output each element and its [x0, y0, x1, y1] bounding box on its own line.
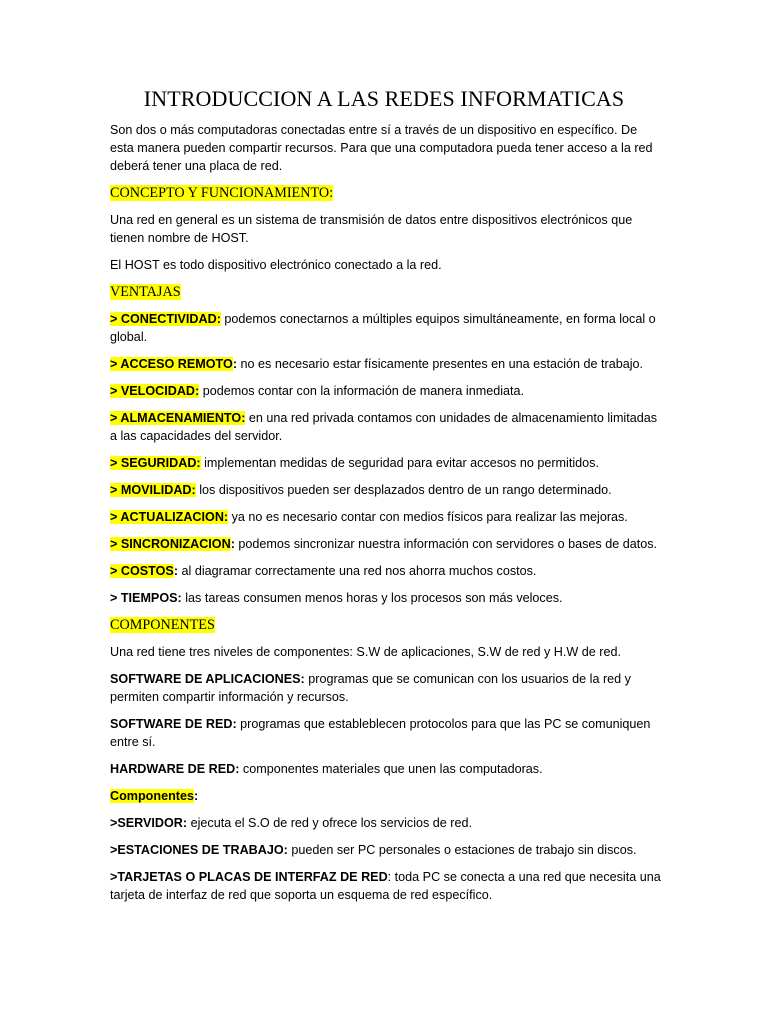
hardware-red-paragraph [110, 760, 662, 778]
servidor-label: >SERVIDOR: [110, 816, 188, 830]
estaciones-text: pueden ser PC personales o estaciones de trabajo sin discos. [287, 843, 637, 857]
ventaja-text: en una red privada contamos con unidades de almacenamiento limitadas a las capacidades del servidor. [110, 411, 658, 443]
ventaja-label: > COSTOS [110, 564, 174, 578]
ventaja-label: > ACCESO REMOTO [110, 357, 233, 371]
software-red-text: programas que estableblecen protocolos para que las PC se comuniquen entre sí. [110, 717, 651, 749]
ventaja-text: podemos conectarnos a múltiples equipos simultáneamente, en forma local o global. [110, 312, 656, 344]
tiempos-label: > TIEMPOS: [110, 591, 182, 605]
ventaja-label-sep: : [173, 564, 179, 578]
concepto-heading-text: CONCEPTO Y FUNCIONAMIENTO: [110, 185, 334, 201]
ventaja-item [110, 481, 662, 499]
servidor-text: ejecuta el S.O de red y ofrece los servicios de red. [187, 816, 473, 830]
software-aplicaciones-text: programas que se comunican con los usuarios de la red y permiten compartir información y recursos. [110, 672, 631, 704]
ventaja-label: > SINCRONIZACION [110, 537, 231, 551]
tarjetas-label: >TARJETAS O PLACAS DE INTERFAZ DE RED [110, 870, 388, 884]
componentes-subheading-colon: : [193, 789, 199, 803]
ventaja-item [110, 409, 662, 445]
ventaja-label: > CONECTIVIDAD: [110, 312, 221, 326]
ventaja-text: podemos sincronizar nuestra información con servidores o bases de datos. [234, 537, 658, 551]
intro-paragraph: Son dos o más computadoras conectadas entre sí a través de un dispositivo en específico. De esta manera pueden compartir recursos. Para que una computadora pueda tener acceso a la red deberá tener una placa de red. [110, 123, 653, 173]
concepto-paragraph-2: El HOST es todo dispositivo electrónico conectado a la red. [110, 258, 442, 272]
componentes-heading-text: COMPONENTES [110, 617, 215, 633]
componentes-subheading [110, 787, 662, 805]
ventaja-item [110, 508, 662, 526]
componentes-subheading-text: Componentes [110, 789, 194, 803]
ventaja-text: no es necesario estar físicamente presentes en una estación de trabajo. [237, 357, 644, 371]
ventaja-text: los dispositivos pueden ser desplazados dentro de un rango determinado. [195, 483, 612, 497]
ventaja-item [110, 535, 662, 553]
ventaja-text: implementan medidas de seguridad para evitar accesos no permitidos. [200, 456, 599, 470]
ventajas-heading-text: VENTAJAS [110, 284, 181, 300]
section-heading-concepto [110, 184, 768, 202]
ventaja-label: > VELOCIDAD: [110, 384, 200, 398]
ventaja-item-tiempos [110, 589, 662, 607]
tarjetas-text: : toda PC se conecta a una red que necesita una tarjeta de interfaz de red que soporta un esquema de red específico. [110, 870, 661, 902]
software-aplicaciones-label: SOFTWARE DE APLICACIONES: [110, 672, 305, 686]
ventaja-item [110, 562, 662, 580]
servidor-paragraph [110, 814, 662, 832]
software-red-paragraph [110, 715, 662, 751]
componentes-paragraph-1: Una red tiene tres niveles de componentes: S.W de aplicaciones, S.W de red y H.W de red. [110, 645, 621, 659]
ventaja-label: > SEGURIDAD: [110, 456, 201, 470]
concepto-paragraph-1: Una red en general es un sistema de transmisión de datos entre dispositivos electrónicos que tienen nombre de HOST. [110, 213, 633, 245]
section-heading-componentes [110, 616, 768, 634]
ventaja-label: > ACTUALIZACION: [110, 510, 229, 524]
ventaja-label-sep: : [230, 537, 235, 551]
ventaja-item [110, 310, 662, 346]
tarjetas-paragraph [110, 868, 662, 904]
ventaja-text: al diagramar correctamente una red nos ahorra muchos costos. [178, 564, 537, 578]
estaciones-paragraph [110, 841, 662, 859]
ventaja-text: podemos contar con la información de manera inmediata. [199, 384, 525, 398]
hardware-red-label: HARDWARE DE RED: [110, 762, 240, 776]
document-title: INTRODUCCION A LAS REDES INFORMATICAS [143, 86, 625, 111]
ventaja-item [110, 355, 662, 373]
software-red-label: SOFTWARE DE RED: [110, 717, 237, 731]
tiempos-text: las tareas consumen menos horas y los procesos son más veloces. [181, 591, 563, 605]
ventaja-label-sep: : [232, 357, 238, 371]
software-aplicaciones-paragraph [110, 670, 662, 706]
ventaja-text: ya no es necesario contar con medios físicos para realizar las mejoras. [228, 510, 628, 524]
ventaja-item [110, 382, 662, 400]
ventaja-label: > MOVILIDAD: [110, 483, 196, 497]
hardware-red-text: componentes materiales que unen las computadoras. [239, 762, 543, 776]
ventaja-item [110, 454, 662, 472]
ventaja-label: > ALMACENAMIENTO: [110, 411, 246, 425]
estaciones-label: >ESTACIONES DE TRABAJO: [110, 843, 288, 857]
section-heading-ventajas [110, 283, 768, 301]
